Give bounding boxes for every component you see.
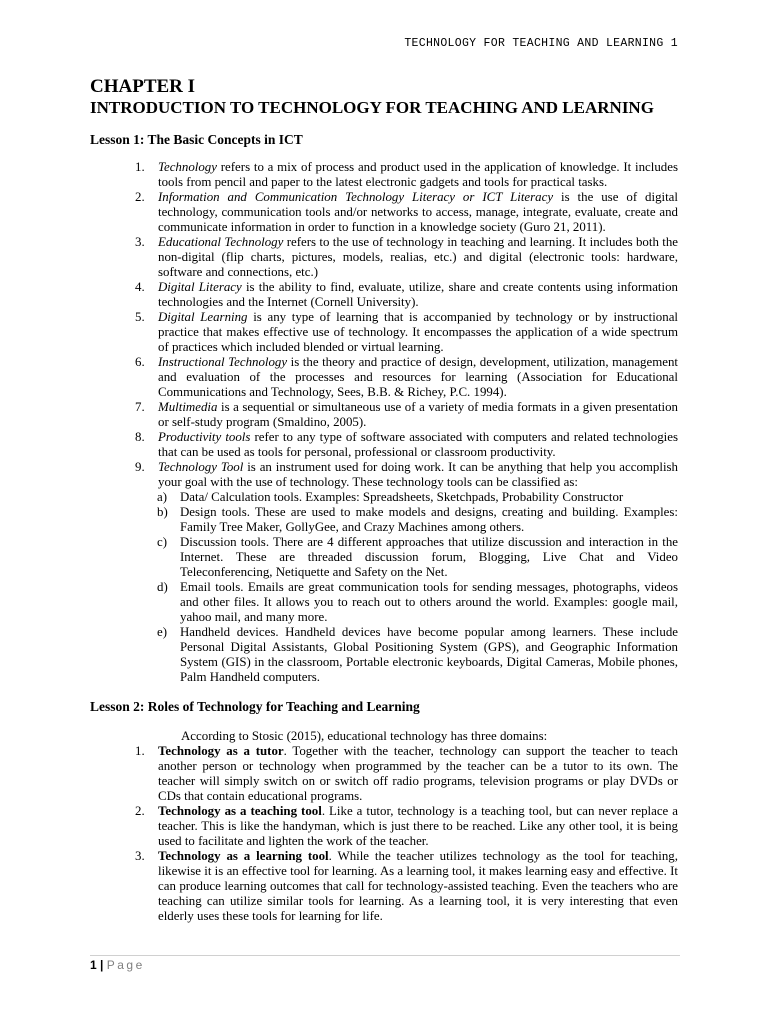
chapter-title: INTRODUCTION TO TECHNOLOGY FOR TEACHING AND LEARNING — [90, 98, 654, 117]
term: Technology — [158, 160, 217, 174]
sub-list-item: c) Discussion tools. There are 4 different approaches that utilize discussion and interaction in the Internet. These are threaded discussion forum, Blogging, Live Chat and Video Teleconferencing, Netiquette and Safety on the Net. — [157, 535, 678, 579]
term: Educational Technology — [158, 235, 284, 249]
lesson1-list — [90, 160, 678, 685]
running-header: TECHNOLOGY FOR TEACHING AND LEARNING 1 — [404, 37, 678, 50]
page-label: Page — [106, 958, 145, 972]
sub-list-item: d) Email tools. Emails are great communication tools for sending messages, photographs, videos and other files. It allows you to reach out to others around the world. Examples: google mail, yahoo mail, and many more. — [157, 580, 678, 624]
term: Digital Literacy — [158, 280, 242, 294]
sub-list-item: b) Design tools. These are used to make models and designs, creating and building. Examples: Family Tree Maker, GollyGee, and Crazy Machines among others. — [157, 505, 678, 534]
footer-separator: | — [96, 958, 107, 972]
list-item: 5. Digital Learning is any type of learning that is accompanied by technology or by instructional practice that makes effective use of technology. It encompasses the application of a wide spectrum of practices which included blended or virtual learning. — [135, 310, 678, 354]
lesson2-list — [90, 744, 678, 924]
page-number: 1 — [90, 958, 97, 972]
sub-list-item: a) Data/ Calculation tools. Examples: Spreadsheets, Sketchpads, Probability Constructor — [157, 490, 624, 504]
term: Technology Tool — [158, 460, 244, 474]
list-item: 4. Digital Literacy is the ability to find, evaluate, utilize, share and create contents using information technologies and the Internet (Cornell University). — [135, 280, 678, 309]
list-item: 2. Information and Communication Technology Literacy or ICT Literacy is the use of digital technology, communication tools and/or networks to access, manage, integrate, evaluate, create and communicate information in order to function in a knowledge society (Guro 21, 2011). — [135, 190, 678, 234]
term: Technology as a teaching tool — [158, 804, 322, 818]
term: Multimedia — [158, 400, 218, 414]
term: Instructional Technology — [158, 355, 288, 369]
list-item: 1. Technology as a tutor. Together with the teacher, technology can support the teacher to teach another person or technology when programmed by the teacher can be a tutor to its own. The teacher will simply switch on or switch off radio programs, television programs or play DVDs or CDs that contain educational programs. — [135, 744, 678, 803]
lesson2-heading: Lesson 2: Roles of Technology for Teaching and Learning — [90, 699, 420, 714]
term: Productivity tools — [158, 430, 251, 444]
list-item: 2. Technology as a teaching tool. Like a tutor, technology is a teaching tool, but can never replace a teacher. This is like the handyman, which is just there to be reached. Like any other tool, it is being used to facilitate and lighten the work of the teacher. — [135, 804, 678, 848]
list-item: 9. Technology Tool is an instrument used for doing work. It can be anything that help you accomplish your goal with the use of technology. These technology tools can be classified as: — [135, 460, 678, 489]
chapter-label: CHAPTER I — [90, 76, 196, 97]
list-item: 6. Instructional Technology is the theory and practice of design, development, utilization, management and evaluation of the processes and resources for learning (Association for Educational Communications and Technology, Sees, B.B. & Richey, P.C. 1994). — [135, 355, 679, 399]
lesson2-intro: According to Stosic (2015), educational technology has three domains: — [181, 729, 548, 743]
list-item: 1. Technology refers to a mix of process and product used in the application of knowledge. It includes tools from pencil and paper to the latest electronic gadgets and tools for practical tasks. — [135, 160, 678, 189]
list-item: 3. Technology as a learning tool. While the teacher utilizes technology as the tool for teaching, likewise it is an effective tool for learning. As a learning tool, it makes learning easy and effective. It can produce learning outcomes that call for technology-assisted teaching. Even the teachers who are teaching can utilize similar tools for learning. As a learning tool, it is very interesting that even elderly uses these tools for learning for life. — [135, 849, 678, 923]
term: Technology as a tutor — [158, 744, 284, 758]
term: Technology as a learning tool — [158, 849, 329, 863]
term: Digital Learning — [158, 310, 248, 324]
list-item: 8. Productivity tools refer to any type of software associated with computers and related technologies that can be used as tools for personal, professional or classroom productivity. — [135, 430, 678, 459]
list-item: 3. Educational Technology refers to the use of technology in teaching and learning. It includes both the non-digital (flip charts, pictures, models, realias, etc.) and digital (electronic tools: hardware, software and connections, etc.) — [135, 235, 678, 279]
page-footer — [90, 955, 680, 972]
term: Information and Communication Technology Literacy or ICT Literacy — [158, 190, 554, 204]
page-body — [90, 76, 678, 924]
sub-list-item: e) Handheld devices. Handheld devices have become popular among learners. These include Personal Digital Assistants, Global Positioning System (GPS), and Geographic Information System (GIS) in the classroom, Portable electronic keyboards, Digital Cameras, Mobile phones, Palm Handheld computers. — [157, 625, 678, 684]
list-item: 7. Multimedia is a sequential or simultaneous use of a variety of media formats in a given presentation or self-study program (Smaldino, 2005). — [135, 400, 678, 429]
lesson1-heading: Lesson 1: The Basic Concepts in ICT — [90, 132, 303, 147]
